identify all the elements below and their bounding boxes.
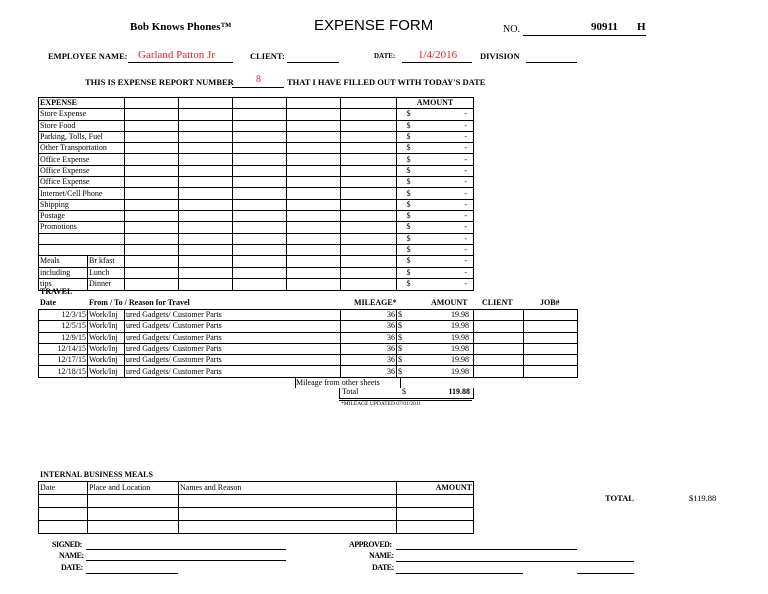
company-name: Bob Knows Phones™: [130, 21, 232, 33]
expense-row-label: Promotions: [39, 222, 125, 233]
travel-job[interactable]: [524, 343, 578, 354]
meals-title: INTERNAL BUSINESS MEALS: [40, 470, 153, 479]
expense-cell[interactable]: [125, 233, 179, 244]
amount-value: -: [416, 131, 474, 142]
grand-total-label: TOTAL: [605, 493, 634, 503]
travel-job[interactable]: [524, 366, 578, 377]
meals-including-label: Meals: [39, 256, 88, 268]
amount-value: -: [416, 256, 474, 268]
date-field[interactable]: 1/4/2016: [418, 49, 458, 61]
no-label: NO.: [503, 24, 520, 35]
currency-sign: $: [406, 109, 416, 120]
travel-mileage: 36: [341, 310, 397, 321]
expense-cell[interactable]: [125, 120, 179, 131]
expense-cell[interactable]: [125, 267, 179, 279]
amount-value: -: [416, 244, 474, 255]
travel-amount: 19.98: [416, 332, 474, 343]
expense-cell[interactable]: [125, 222, 179, 233]
currency-sign: $: [406, 222, 416, 233]
travel-from: Work/Inj: [88, 355, 125, 366]
travel-reason: ured Gadgets/ Customer Parts: [125, 343, 341, 354]
expense-row-label: [39, 233, 125, 244]
expense-header: EXPENSE: [39, 98, 125, 109]
amount-value: -: [416, 267, 474, 279]
amount-value: -: [416, 210, 474, 221]
travel-col-job: JOB#: [540, 298, 560, 307]
expense-row-label: Office Expense: [39, 165, 125, 176]
currency-sign: $: [406, 188, 416, 199]
date-label: DATE:: [374, 52, 396, 60]
expense-cell[interactable]: [125, 199, 179, 210]
grand-total-value: $119.88: [689, 493, 717, 503]
approved-name-field[interactable]: [396, 561, 634, 562]
travel-from: Work/Inj: [88, 310, 125, 321]
currency-sign: $: [406, 210, 416, 221]
approved-label: APPROVED:: [349, 540, 392, 549]
meals-cell[interactable]: [39, 495, 88, 508]
travel-from: Work/Inj: [88, 332, 125, 343]
amount-value: -: [416, 199, 474, 210]
travel-row: [39, 366, 578, 377]
travel-client[interactable]: [474, 332, 524, 343]
expense-cell[interactable]: [125, 210, 179, 221]
travel-currency: $: [397, 366, 416, 377]
travel-currency: $: [397, 343, 416, 354]
expense-cell[interactable]: [125, 256, 179, 268]
travel-col-amount: AMOUNT: [431, 298, 468, 307]
travel-amount: 19.98: [416, 355, 474, 366]
travel-row: [39, 321, 578, 332]
travel-col-reason: From / To / Reason for Travel: [89, 298, 190, 307]
meals-table: [38, 481, 474, 534]
expense-cell[interactable]: [125, 143, 179, 154]
travel-date: 12/3/15: [39, 310, 88, 321]
currency-sign: $: [406, 143, 416, 154]
amount-value: -: [416, 109, 474, 120]
amount-value: -: [416, 154, 474, 165]
travel-col-client: CLIENT: [482, 298, 513, 307]
division-field[interactable]: [526, 62, 577, 63]
travel-row: [39, 343, 578, 354]
travel-job[interactable]: [524, 310, 578, 321]
meals-including-label: including: [39, 267, 88, 279]
approved-extra-field[interactable]: [577, 573, 634, 574]
employee-name-field[interactable]: Garland Patton Jr: [138, 49, 215, 61]
travel-mileage: 36: [341, 343, 397, 354]
travel-client[interactable]: [474, 355, 524, 366]
travel-mileage: 36: [341, 355, 397, 366]
travel-client[interactable]: [474, 366, 524, 377]
employee-label: EMPLOYEE NAME:: [48, 51, 128, 61]
travel-mileage: 36: [341, 366, 397, 377]
currency-sign: $: [406, 131, 416, 142]
travel-reason: ured Gadgets/ Customer Parts: [125, 355, 341, 366]
expense-table: [38, 97, 474, 291]
form-number: 90911: [591, 21, 618, 33]
expense-cell[interactable]: [125, 177, 179, 188]
amount-value: -: [416, 177, 474, 188]
travel-reason: ured Gadgets/ Customer Parts: [125, 321, 341, 332]
amount-value: -: [416, 165, 474, 176]
travel-col-mileage: MILEAGE*: [354, 298, 397, 307]
amount-value: -: [416, 120, 474, 131]
approved-date-label: DATE:: [372, 563, 394, 572]
travel-client[interactable]: [474, 321, 524, 332]
travel-col-date: Date: [40, 298, 56, 307]
travel-reason: ured Gadgets/ Customer Parts: [125, 366, 341, 377]
travel-mileage: 36: [341, 321, 397, 332]
travel-total-currency: $: [402, 387, 406, 396]
name-label: NAME:: [59, 551, 84, 560]
travel-from: Work/Inj: [88, 366, 125, 377]
meals-col-date: Date: [39, 482, 88, 495]
travel-job[interactable]: [524, 321, 578, 332]
meal-row-label: Dinner: [88, 279, 125, 291]
travel-amount: 19.98: [416, 343, 474, 354]
expense-cell[interactable]: [125, 165, 179, 176]
meals-col-place: Place and Location: [88, 482, 179, 495]
client-field[interactable]: [287, 62, 339, 63]
travel-title: TRAVEL: [40, 287, 73, 296]
currency-sign: $: [406, 177, 416, 188]
currency-sign: $: [406, 279, 416, 291]
currency-sign: $: [406, 120, 416, 131]
travel-date: 12/9/15: [39, 332, 88, 343]
expense-row-label: Postage: [39, 210, 125, 221]
expense-row-label: Store Expense: [39, 109, 125, 120]
expense-row-label: Internet/Cell Phone: [39, 188, 125, 199]
date-sign-field[interactable]: [86, 573, 178, 574]
approved-date-field[interactable]: [396, 573, 523, 574]
expense-row-label: [39, 244, 125, 255]
expense-row-label: Office Expense: [39, 154, 125, 165]
travel-date: 12/5/15: [39, 321, 88, 332]
date-sign-label: DATE:: [61, 563, 83, 572]
meals-col-names: Names and Reason: [179, 482, 397, 495]
travel-date: 12/17/15: [39, 355, 88, 366]
travel-job[interactable]: [524, 355, 578, 366]
report-number-field[interactable]: 8: [256, 74, 261, 85]
meals-cell[interactable]: [39, 521, 88, 534]
approved-name-label: NAME:: [369, 551, 394, 560]
meal-row-label: Br kfast: [88, 256, 125, 268]
form-title: EXPENSE FORM: [314, 17, 434, 34]
travel-total-value: 119.88: [448, 387, 470, 396]
expense-cell[interactable]: [125, 154, 179, 165]
amount-value: -: [416, 279, 474, 291]
expense-cell[interactable]: [125, 279, 179, 291]
report-suffix: THAT I HAVE FILLED OUT WITH TODAY'S DATE: [287, 77, 486, 87]
travel-job[interactable]: [524, 332, 578, 343]
name-field[interactable]: [86, 560, 286, 561]
form-number-suffix: H: [637, 21, 646, 33]
currency-sign: $: [406, 244, 416, 255]
amount-value: -: [416, 143, 474, 154]
travel-client[interactable]: [474, 343, 524, 354]
approved-field[interactable]: [396, 549, 577, 550]
meals-col-amount: AMOUNT: [397, 482, 474, 495]
expense-row-label: Office Expense: [39, 177, 125, 188]
travel-from: Work/Inj: [88, 321, 125, 332]
travel-currency: $: [397, 332, 416, 343]
travel-date: 12/14/15: [39, 343, 88, 354]
mileage-footnote: *MILEAGE UPDATED 07/01/2011: [341, 401, 422, 407]
client-label: CLIENT:: [250, 51, 285, 61]
travel-currency: $: [397, 310, 416, 321]
currency-sign: $: [406, 267, 416, 279]
currency-sign: $: [406, 154, 416, 165]
expense-amount-header: AMOUNT: [397, 98, 474, 109]
travel-mileage: 36: [341, 332, 397, 343]
travel-reason: ured Gadgets/ Customer Parts: [125, 332, 341, 343]
currency-sign: $: [406, 256, 416, 268]
expense-row-label: Store Food: [39, 120, 125, 131]
travel-client[interactable]: [474, 310, 524, 321]
travel-total-label: Total: [342, 387, 359, 396]
travel-reason: ured Gadgets/ Customer Parts: [125, 310, 341, 321]
meals-cell[interactable]: [39, 508, 88, 521]
currency-sign: $: [406, 199, 416, 210]
expense-cell[interactable]: [125, 109, 179, 120]
travel-date: 12/18/15: [39, 366, 88, 377]
travel-row: [39, 355, 578, 366]
expense-cell[interactable]: [125, 244, 179, 255]
currency-sign: $: [406, 165, 416, 176]
mileage-other-label: Mileage from other sheets: [295, 378, 401, 388]
travel-currency: $: [397, 355, 416, 366]
travel-table: [38, 309, 578, 378]
travel-row: [39, 332, 578, 343]
expense-cell[interactable]: [125, 188, 179, 199]
travel-currency: $: [397, 321, 416, 332]
expense-cell[interactable]: [125, 131, 179, 142]
amount-value: -: [416, 233, 474, 244]
division-label: DIVISION: [480, 51, 520, 61]
expense-row-label: Shipping: [39, 199, 125, 210]
expense-row-label: Other Transportation: [39, 143, 125, 154]
meal-row-label: Lunch: [88, 267, 125, 279]
travel-amount: 19.98: [416, 321, 474, 332]
travel-from: Work/Inj: [88, 343, 125, 354]
travel-amount: 19.98: [416, 310, 474, 321]
signed-label: SIGNED:: [52, 540, 82, 549]
amount-value: -: [416, 222, 474, 233]
report-prefix: THIS IS EXPENSE REPORT NUMBER: [85, 77, 234, 87]
travel-row: [39, 310, 578, 321]
amount-value: -: [416, 188, 474, 199]
meals-including-label: tips: [39, 279, 88, 291]
travel-amount: 19.98: [416, 366, 474, 377]
expense-row-label: Parking, Tolls, Fuel: [39, 131, 125, 142]
signed-field[interactable]: [86, 549, 286, 550]
currency-sign: $: [406, 233, 416, 244]
